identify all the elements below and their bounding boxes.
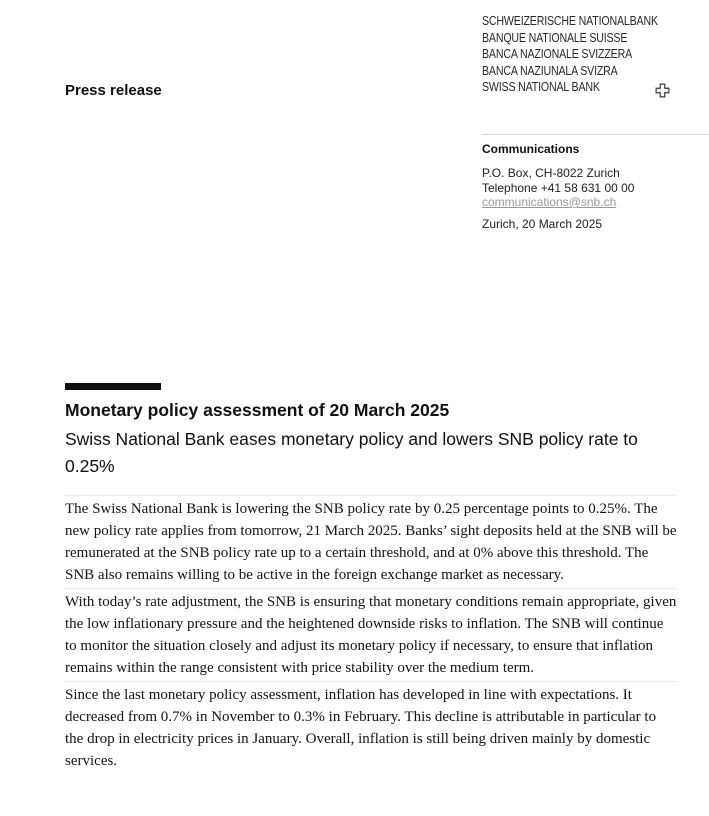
body-paragraph: With today’s rate adjustment, the SNB is ensuring that monetary conditions remain appropriate, given the low inflationary pressure and the heightened downside risks to inflation. The SNB will continue to monitor the situation closely and adjust its monetary policy if necessary, to ensure that inflation remains within the range consistent with price stability over the medium term. xyxy=(65,594,677,676)
letterhead-line: BANCA NAZIUNALA SVIZRA xyxy=(482,63,618,78)
article xyxy=(65,383,677,773)
header-divider xyxy=(482,134,709,135)
article-subtitle: Swiss National Bank eases monetary policy and lowers SNB policy rate to 0.25% xyxy=(65,429,638,476)
contact-address: P.O. Box, CH-8022 Zurich xyxy=(482,166,620,180)
body-paragraph: The Swiss National Bank is lowering the SNB policy rate by 0.25 percentage points to 0.25%. The new policy rate applies from tomorrow, 21 March 2025. Banks’ sight deposits held at the SNB will be remunerated at the SNB policy rate up to a certain threshold, and at 0% above this threshold. The SNB also remains willing to be active in the foreign exchange market as necessary. xyxy=(65,501,677,583)
letterhead-line: BANQUE NATIONALE SUISSE xyxy=(482,30,628,45)
press-release-label: Press release xyxy=(65,82,162,99)
title-rule xyxy=(65,383,161,390)
contact-email-link[interactable]: communications@snb.ch xyxy=(482,195,617,209)
dateline: Zurich, 20 March 2025 xyxy=(482,217,603,231)
swiss-cross-icon xyxy=(655,83,670,98)
communications-heading: Communications xyxy=(482,142,580,156)
letterhead-line: SWISS NATIONAL BANK xyxy=(482,80,600,95)
letterhead-line: SCHWEIZERISCHE NATIONALBANK xyxy=(482,14,658,28)
paragraph-divider xyxy=(65,495,677,496)
contact-block xyxy=(482,166,634,210)
contact-phone: Telephone +41 58 631 00 00 xyxy=(482,180,635,195)
article-title: Monetary policy assessment of 20 March 2025 xyxy=(65,400,450,420)
body-paragraph: Since the last monetary policy assessment, inflation has developed in line with expectations. It decreased from 0.7% in November to 0.3% in February. This decline is attributable in particular to the drop in electricity prices in January. Overall, inflation is still being driven mainly by domestic services. xyxy=(65,687,657,769)
letterhead-line: BANCA NAZIONALE SVIZZERA xyxy=(482,47,633,62)
paragraph-divider xyxy=(65,588,677,589)
bank-letterhead xyxy=(482,13,678,96)
paragraph-divider xyxy=(65,681,677,682)
